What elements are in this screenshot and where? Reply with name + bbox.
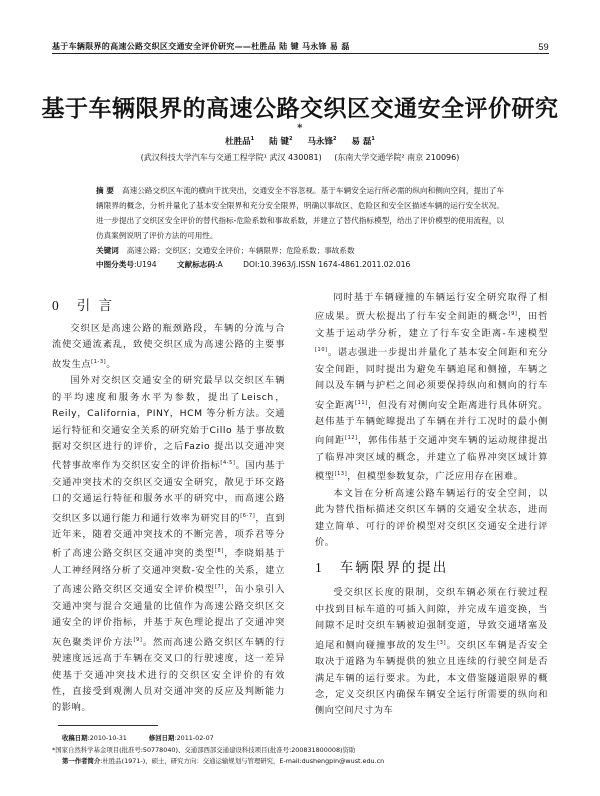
- citation: [10]: [315, 347, 328, 354]
- affiliations: [40, 152, 560, 163]
- citation: [7]: [214, 584, 224, 591]
- classification-line: 中图分类号:U194 文献标志码:A DOI:10.3963/j.ISSN 1674-4861.2011.02.016: [96, 260, 411, 269]
- paragraph-text: 。交织区车辆是否安全取决于道路为车辆提供的独立且连续的行驶空间是否满足车辆的运行要求。为此，本文借鉴隧道限界的概念，定义交织区内确保车辆安全运行所需要的纵向和侧向空间尺寸为车: [315, 639, 549, 717]
- citation: [6-7]: [240, 512, 256, 519]
- doc-code-label: 文献标志码: [177, 260, 215, 269]
- right-column: [315, 290, 548, 720]
- header-rule: [52, 53, 549, 54]
- paragraph-text: ，但没有对侧向安全距离进行具体研究。赵伟基于车辆蛇皡提出了车辆在并行工况时的最小侧向间距: [315, 399, 548, 447]
- bio-text: 杜胜品(1971-)，硕士，研究方向：交通运输规划与管理研究，E-mail:dushengpin@wust.edu.cn: [102, 757, 385, 765]
- citation: [12]: [345, 435, 358, 442]
- section-heading-1: [315, 557, 548, 579]
- paragraph-text: ，田哲文基于运动学分析，建立了行车安全距离-车速模型: [315, 311, 548, 339]
- author-name: 杜胜品: [225, 137, 251, 147]
- affiliation-marker: 2: [289, 136, 293, 143]
- affiliation: (东南大学交通学院² 南京 210096): [334, 153, 460, 162]
- affiliation-marker: 1: [371, 136, 375, 143]
- citation: [4-5]: [220, 460, 236, 467]
- clc-label: 中图分类号: [96, 260, 134, 269]
- affiliation-marker: 1: [250, 136, 255, 143]
- paragraph-text: 。: [106, 358, 117, 370]
- section-number: 0: [52, 298, 61, 313]
- author-list: [40, 135, 560, 147]
- paragraph-text: ，李晓娟基于人工神经网络分析了交通冲突数-安全性的关系，建立了高速公路交织区交通安全评价模型: [52, 548, 285, 596]
- citation: [8]: [214, 548, 224, 555]
- doi: DOI:10.3963/j.ISSN 1674-4861.2011.02.016: [243, 260, 411, 269]
- citation: [9]: [508, 311, 518, 318]
- author-name: 马永锋: [307, 137, 333, 147]
- received-label: 收稿日期: [62, 734, 88, 742]
- dates-footnote: 收稿日期:2010-10-31 修回日期:2011-02-07: [62, 734, 214, 742]
- author: [225, 137, 254, 147]
- section-heading-0: [52, 295, 285, 317]
- paragraph-text: 。然而高速公路交织区车辆的行驶速度远远高于车辆在交叉口的行驶速度，这一差异使基于交通冲突技术进行的交织区安全评价的有效性，直接受到观测人员对交通冲突的反应及判断能力的影响。: [52, 636, 285, 714]
- paragraph-text: 。谌志强进一步提出并量化了基本安全间距和充分安全间距，同时提出为避免车辆追尾和侧撞，车辆之间以及车辆与护栏之间必须要保持纵向和侧向的行车安全距离: [315, 347, 548, 411]
- keywords-text: 高速公路；交织区；交通安全评价；车辆限界；危险系数；事故系数: [126, 246, 355, 255]
- page-number: 59: [538, 42, 549, 52]
- section-title: 车辆限界的提出: [339, 560, 449, 577]
- footnotes: [52, 733, 552, 768]
- funding-footnote: *国家自然科学基金项目(批准号:50778040)、交通部西部交通建设科技项目(批准号:200831800008)资助: [52, 745, 356, 754]
- affiliation: (武汉科技大学汽车与交通工程学院¹ 武汉 430081): [140, 153, 322, 162]
- abstract-label: 摘 要: [96, 186, 114, 195]
- clc-value: U194: [136, 260, 157, 269]
- abstract: [96, 183, 504, 258]
- received-date: 2010-10-31: [89, 734, 127, 742]
- paragraph: [315, 585, 548, 719]
- paragraph-text: 。国内基于交通冲突技术的交织区交通安全研究，散见于环交路口的交通运行特征和服务水平的研究中，而高速公路交织区多以通行能力和通行效率为研究目的: [52, 460, 286, 524]
- paragraph: [315, 486, 548, 552]
- section-number: 1: [315, 560, 324, 576]
- paper-title-text: 基于车辆限界的高速公路交织区交通安全评价研究: [41, 95, 559, 122]
- footnote-rule: [58, 725, 158, 726]
- running-header-title: 基于车辆限界的高速公路交织区交通安全评价研究——杜胜品 陆 键 马永锋 易 磊: [52, 42, 350, 51]
- citation: [11]: [355, 399, 368, 406]
- bio-label: 第一作者简介: [62, 757, 101, 765]
- title-footnote-marker: *: [297, 123, 303, 134]
- running-header: [52, 38, 549, 52]
- paragraph-text: 本文旨在分析高速公路车辆运行的安全空间，以此为替代指标描述交织区车辆的交通安全状态，进而建立简单、可行的评价模型对交织区交通安全进行评价。: [315, 487, 548, 548]
- abstract-text: 高速公路交织区车流的横向干扰突出，交通安全不容忽视。基于车辆安全运行所必需的纵向和侧向空间，提出了车辆限界的概念，分析并量化了基本安全限界和充分安全限界，明确以事故区、危险区和安全区描述车辆的运行安全状况。进一步提出了交织区安全评价的替代指标-危险系数和事故系数，并建立了替代指标模型，给出了评价模型的使用流程，以仿真案例说明了评价方法的可用性。: [96, 186, 504, 240]
- section-title: 引 言: [76, 298, 115, 314]
- doc-code-value: A: [217, 260, 223, 269]
- author: [307, 137, 336, 147]
- paragraph-text: 交织区是高速公路的瓶颈路段，车辆的分流与合流使交通流紊乱，致使交织区成为高速公路的主要事故发生点: [52, 323, 285, 370]
- citation: [3]: [437, 639, 447, 646]
- citation: [1-3]: [91, 358, 107, 365]
- left-column: [52, 293, 285, 717]
- paragraph: [52, 321, 285, 373]
- paragraph-text: 受交织区长度的限制，交织车辆必须在行驶过程中找到目标车道的可插入间隙，并完成车道变换，当间隙不足时交织车辆被迫强制变道，导致交通堵塞及追尾和侧向碰撞事故的发生: [315, 587, 548, 651]
- paragraph: [315, 290, 548, 486]
- paragraph-text: ，缶小泉引入交通冲突与混合交通量的比值作为高速公路交织区交通安全的评价指标，并基于灰色理论提出了交通冲突灰色聚类评价方法: [52, 584, 285, 648]
- keywords: [96, 243, 504, 258]
- paragraph-text: 同时基于车辆碰撞的车辆运行安全研究取得了相应成果。贾大松提出了行车安全间距的概念: [315, 292, 548, 323]
- author: [351, 137, 374, 147]
- author-name: 易 磊: [351, 137, 372, 147]
- revised-date: 2011-02-07: [176, 734, 214, 742]
- citation: [13]: [334, 471, 348, 478]
- revised-label: 修回日期: [148, 734, 175, 742]
- paragraph-text: ，但模型参数复杂，广泛应用存在困难。: [347, 471, 524, 483]
- author: [269, 137, 292, 147]
- paragraph: [52, 373, 285, 716]
- keywords-label: 关键词: [96, 246, 119, 255]
- paragraph-text: ，直到近年来，随着交通冲突技术的不断完善，项乔君等分析了高速公路交织区交通冲突的类型: [52, 512, 285, 560]
- paragraph-text: ，郭伟伟基于交通冲突车辆的运动规律提出了临界冲突区域的概念，并建立了临界冲突区域计算模型: [315, 435, 548, 483]
- author-bio-footnote: 第一作者简介:杜胜品(1971-)，硕士，研究方向：交通运输规划与管理研究，E-mail:dushengpin@wust.edu.cn: [62, 757, 385, 765]
- citation: [9]: [133, 636, 143, 643]
- paragraph-text: 国外对交织区交通安全的研究最早以交织区车辆的平均速度和服务水平为参数，提出了Leisch，Reily，California，PINY，HCM 等分析方法。交通运行特征和交通安全关系的研究始于Cillo 基于事故数据对交织区进行的评价，之后Fazio 提出以交通冲突代替事故率作为交织区安全的评价指标: [52, 375, 285, 472]
- abstract-body: [96, 183, 504, 243]
- author-name: 陆 键: [269, 137, 290, 147]
- affiliation-marker: 2: [333, 136, 337, 143]
